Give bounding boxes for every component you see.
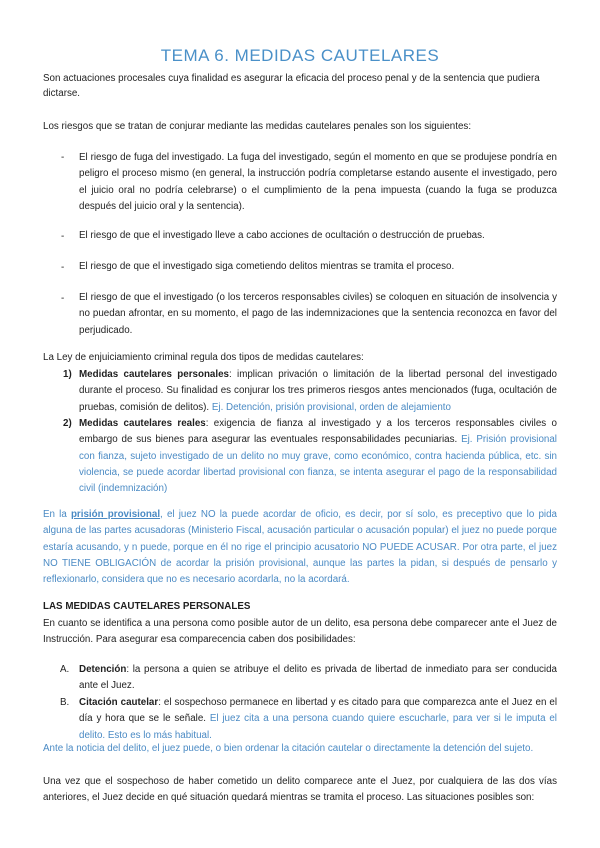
option-term: Detención <box>79 664 127 675</box>
option-citacion <box>79 695 557 744</box>
option-text: : el sospechoso permanece en libertad y es citado para que comparezca ante el Juez en el día y hora que se le señale. <box>79 697 557 725</box>
type-term: Medidas cautelares reales <box>79 418 206 429</box>
prision-provisional-note <box>43 507 557 588</box>
page-title: TEMA 6. MEDIDAS CAUTELARES <box>160 46 440 65</box>
risk-item-3: El riesgo de que el investigado siga cometiendo delitos mientras se tramita el proceso. <box>79 261 455 272</box>
intro-paragraph: Son actuaciones procesales cuya finalidad es asegurar la eficacia del proceso penal y de la sentencia que pudiera dictarse. <box>43 73 540 99</box>
type-item-real <box>79 416 557 497</box>
option-marker: B. <box>60 697 70 708</box>
risk-item-4: El riesgo de que el investigado (o los terceros responsables civiles) se coloquen en situación de insolvencia y no puedan afrontar, en su momento, el pago de las indemnizaciones que la sentencia reconozca en favor del perjudicado. <box>79 292 557 336</box>
section-heading: LAS MEDIDAS CAUTELARES PERSONALES <box>43 601 251 612</box>
bullet-marker: - <box>61 152 65 163</box>
type-marker: 2) <box>63 418 72 429</box>
closing-paragraph: Una vez que el sospechoso de haber cometido un delito comparece ante el Juez, por cualquiera de las dos vías anteriores, el Juez decide en qué situación quedará mientras se tramita el proceso. Las situaciones posibles son: <box>43 776 557 803</box>
note-pre: En la <box>43 509 71 520</box>
type-text: : exigencia de fianza al investigado y a los terceros responsables civiles o embargo de sus bienes para asegurar las eventuales responsabilidades pecuniarias. <box>79 418 557 446</box>
option-term: Citación cautelar <box>79 697 159 708</box>
note-term: prisión provisional <box>70 509 161 520</box>
option-marker: A. <box>60 664 70 675</box>
type-example: Ej. Prisión provisional con fianza, sujeto investigado de un delito no muy grave, como económico, contra hacienda pública, etc. sin violencia, se puede acordar libertad provisional con fianza, se intenta asegurar el pago de la responsabilidad civil (indemnización) <box>79 434 557 495</box>
bullet-marker: - <box>61 262 65 273</box>
type-item-personal <box>79 367 557 416</box>
law-intro: La Ley de enjuiciamiento criminal regula dos tipos de medidas cautelares: <box>43 352 364 363</box>
option-example: El juez cita a una persona cuando quiere escucharle, para ver si le imputa el delito. Esto es lo más habitual. <box>79 713 557 741</box>
risk-item-1: El riesgo de fuga del investigado. La fuga del investigado, según el momento en que se produjese pondría en peligro el proceso mismo (en general, la instrucción podría completarse estando ausente el investigado, pero el juicio oral no podría celebrarse) o el cumplimiento de la pena impuesta (cuando la fuga se produzca después del juicio oral y la sentencia). <box>79 152 557 212</box>
note-post: , el juez NO la puede acordar de oficio, es decir, por sí solo, es preceptivo que lo pida alguna de las partes acusadoras (Ministerio Fiscal, acusación particular o acusación popular) el juez no puede porque estaría acusando, y n puede, porque en él no rige el principio acusatorio NO PUEDE ACUSAR. Por otra parte, el juez NO TIENE OBLIGACIÓN de acordar la prisión provisional, aunque las partes la pidan, si después de pensarlo y reflexionarlo, considera que no es necesario acordarla, no la acordará. <box>43 509 557 586</box>
risk-item-2: El riesgo de que el investigado lleve a cabo acciones de ocultación o destrucción de pruebas. <box>79 230 485 241</box>
option-text: : la persona a quien se atribuye el delito es privada de libertad de inmediato para ser conducida ante el Juez. <box>79 664 557 692</box>
type-marker: 1) <box>63 369 72 380</box>
option-detencion <box>79 662 557 695</box>
section-intro: En cuanto se identifica a una persona como posible autor de un delito, esa persona debe comparecer ante el Juez de Instrucción. Para asegurar esa comparecencia caben dos posibilidades: <box>43 618 557 645</box>
bullet-marker: - <box>61 231 65 242</box>
type-example: Ej. Detención, prisión provisional, orden de alejamiento <box>209 401 451 413</box>
type-text: : implican privación o limitación de la libertad personal del investigado durante el proceso. Su finalidad es conjurar los tres primeros riesgos antes mencionados (fuga, ocultación de pruebas, comisión de delitos). <box>79 369 557 413</box>
notice-line: Ante la noticia del delito, el juez puede, o bien ordenar la citación cautelar o directamente la detención del sujeto. <box>43 743 534 754</box>
type-term: Medidas cautelares personales <box>79 369 229 380</box>
risks-intro: Los riesgos que se tratan de conjurar mediante las medidas cautelares penales son los siguientes: <box>43 121 472 132</box>
bullet-marker: - <box>61 293 65 304</box>
